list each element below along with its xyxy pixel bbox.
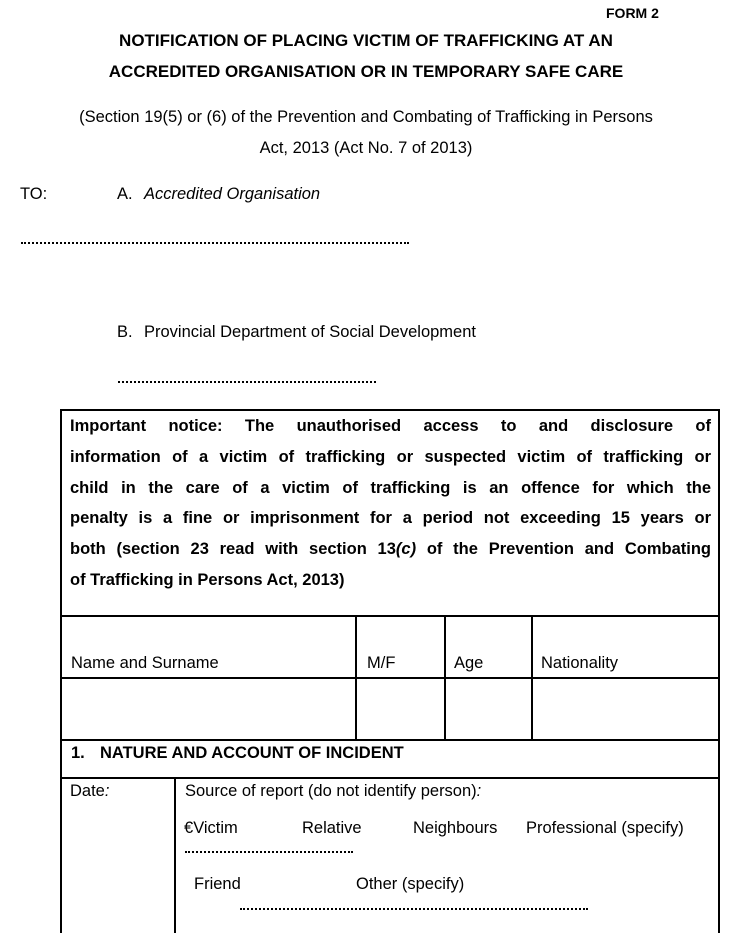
data-row-bottom-border bbox=[60, 739, 720, 741]
age-cell[interactable] bbox=[446, 679, 530, 739]
to-label: TO: bbox=[20, 185, 48, 203]
notice-line5-end: of the Prevention and Combating bbox=[416, 540, 711, 559]
notice-line: information of a victim of trafficking or suspected victim of trafficking or bbox=[70, 447, 711, 466]
checkbox-victim[interactable] bbox=[184, 819, 238, 838]
notice-line: penalty is a fine or imprisonment for a period not exceeding 15 years or bbox=[70, 509, 711, 528]
notice-line: child in the care of a victim of trafficking is an offence for which the bbox=[70, 478, 711, 497]
option-professional[interactable]: Professional (specify) bbox=[526, 819, 684, 837]
header-nationality: Nationality bbox=[541, 654, 619, 672]
subtitle-line-2: Act, 2013 (Act No. 7 of 2013) bbox=[259, 139, 473, 157]
date-label: Date: bbox=[70, 782, 110, 800]
table-border-right bbox=[718, 409, 720, 933]
option-other[interactable]: Other (specify) bbox=[356, 875, 465, 893]
option-victim-label: Victim bbox=[193, 819, 238, 837]
notice-line bbox=[70, 534, 711, 565]
header-name-surname: Name and Surname bbox=[71, 654, 219, 672]
notice-line5-italic: (c) bbox=[395, 540, 417, 559]
option-friend[interactable]: Friend bbox=[194, 875, 241, 893]
name-surname-cell[interactable] bbox=[62, 679, 354, 739]
notice-line: of Trafficking in Persons Act, 2013) bbox=[70, 570, 345, 589]
notice-line: Important notice: The unauthorised access to and disclosure of bbox=[70, 417, 711, 435]
date-column-divider bbox=[174, 777, 176, 933]
section-row-bottom-border bbox=[60, 777, 720, 779]
other-specify-line[interactable] bbox=[240, 908, 588, 910]
header-gender: M/F bbox=[367, 654, 396, 672]
option-neighbours[interactable]: Neighbours bbox=[413, 819, 498, 837]
recipient-b-label: Provincial Department of Social Development bbox=[144, 323, 476, 341]
title-line-1: NOTIFICATION OF PLACING VICTIM OF TRAFFICKING AT AN bbox=[119, 31, 613, 50]
professional-specify-line[interactable] bbox=[185, 851, 353, 853]
recipient-b-letter: B. bbox=[117, 323, 133, 341]
recipient-a-letter: A. bbox=[117, 185, 133, 203]
section-title: NATURE AND ACCOUNT OF INCIDENT bbox=[100, 744, 404, 762]
important-notice bbox=[70, 411, 711, 596]
checkbox-icon: € bbox=[184, 819, 194, 837]
nationality-cell[interactable] bbox=[533, 679, 717, 739]
gender-cell[interactable] bbox=[357, 679, 443, 739]
table-border-left bbox=[60, 409, 62, 933]
title-line-2: ACCREDITED ORGANISATION OR IN TEMPORARY SAFE CARE bbox=[108, 62, 624, 81]
recipient-a-fill-line[interactable] bbox=[21, 242, 409, 244]
recipient-b-fill-line[interactable] bbox=[118, 381, 376, 383]
section-number: 1. bbox=[71, 744, 85, 762]
notice-line5-start: both (section 23 read with section 13 bbox=[70, 540, 396, 559]
source-label: Source of report (do not identify person): bbox=[185, 782, 482, 800]
header-age: Age bbox=[454, 654, 484, 672]
notice-bottom-border bbox=[60, 615, 720, 617]
form-label: FORM 2 bbox=[606, 5, 659, 21]
subtitle-line-1: (Section 19(5) or (6) of the Prevention and Combating of Trafficking in Persons bbox=[79, 108, 653, 126]
recipient-a-label: Accredited Organisation bbox=[144, 185, 321, 203]
option-relative[interactable]: Relative bbox=[302, 819, 362, 837]
